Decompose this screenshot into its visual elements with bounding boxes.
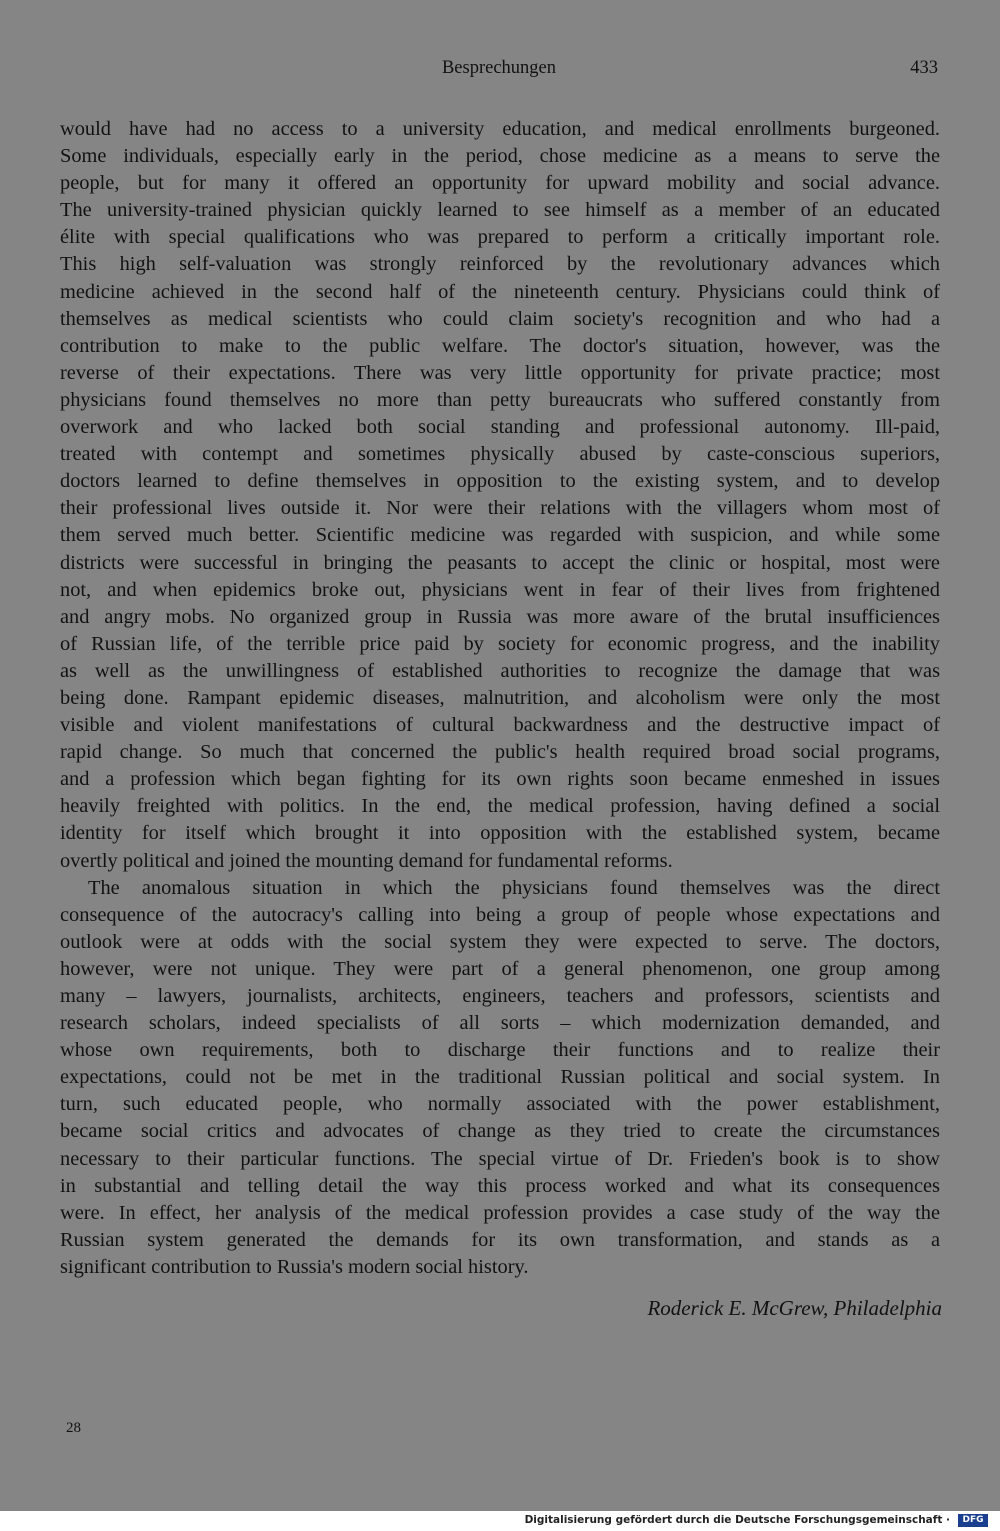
text-line: élite with special qualifications who was prepared to perform a critically important role. <box>60 226 940 249</box>
dfg-logo-icon: DFG <box>958 1514 988 1527</box>
text-line: reverse of their expectations. There was very little opportunity for private practice; most <box>60 361 940 384</box>
text-line: doctors learned to define themselves in opposition to the existing system, and to develop <box>60 470 940 493</box>
text-line: research scholars, indeed specialists of all sorts – which modernization demanded, and <box>60 1012 940 1035</box>
text-line: physicians found themselves no more than petty bureaucrats who suffered constantly from <box>60 388 940 411</box>
article-body <box>60 116 940 1281</box>
text-line: districts were successful in bringing the peasants to accept the clinic or hospital, most were <box>60 551 940 574</box>
text-line: necessary to their particular functions. The special virtue of Dr. Frieden's book is to show <box>60 1147 940 1170</box>
text-line: themselves as medical scientists who could claim society's recognition and who had a <box>60 307 940 330</box>
text-line: Russian system generated the demands for its own transformation, and stands as a <box>60 1228 940 1251</box>
text-line: The anomalous situation in which the physicians found themselves was the direct <box>88 876 940 899</box>
text-line: would have had no access to a university education, and medical enrollments burgeoned. <box>60 118 940 140</box>
text-line: and a profession which began fighting for its own rights soon became enmeshed in issues <box>60 768 940 791</box>
text-line: not, and when epidemics broke out, physicians went in fear of their lives from frightened <box>60 578 940 601</box>
text-line: heavily freighted with politics. In the end, the medical profession, having defined a social <box>60 795 940 818</box>
text-line: overtly political and joined the mounting demand for fundamental reforms. <box>60 849 673 872</box>
text-line: turn, such educated people, who normally associated with the power establishment, <box>60 1093 940 1116</box>
text-line: The university-trained physician quickly learned to see himself as a member of an educated <box>60 199 940 222</box>
running-title: Besprechungen <box>441 58 557 78</box>
text-line: contribution to make to the public welfare. The doctor's situation, however, was the <box>60 334 940 357</box>
text-line: of Russian life, of the terrible price paid by society for economic progress, and the inability <box>60 632 940 655</box>
text-line: significant contribution to Russia's modern social history. <box>60 1255 529 1278</box>
text-line: and angry mobs. No organized group in Russia was more aware of the brutal insufficiences <box>60 605 940 628</box>
paragraph-2 <box>60 875 940 1281</box>
digitization-note: Digitalisierung gefördert durch die Deutsche Forschungsgemeinschaft · <box>524 1514 950 1526</box>
text-line: medicine achieved in the second half of the nineteenth century. Physicians could think of <box>60 280 940 303</box>
text-line: whose own requirements, both to discharge their functions and to realize their <box>60 1039 940 1062</box>
text-line: as well as the unwillingness of established authorities to recognize the damage that was <box>60 659 940 682</box>
text-line: them served much better. Scientific medicine was regarded with suspicion, and while some <box>60 524 940 547</box>
text-line: overwork and who lacked both social standing and professional autonomy. Ill-paid, <box>60 416 940 439</box>
text-line: treated with contempt and sometimes physically abused by caste-conscious superiors, <box>60 443 940 466</box>
text-line: outlook were at odds with the social system they were expected to serve. The doctors, <box>60 930 940 953</box>
sheet-number: 28 <box>66 1420 81 1436</box>
text-line: their professional lives outside it. Nor were their relations with the villagers whom most of <box>60 497 940 520</box>
paragraph-1 <box>60 116 940 875</box>
text-line: expectations, could not be met in the traditional Russian political and social system. In <box>60 1066 940 1089</box>
text-line: Some individuals, especially early in the period, chose medicine as a means to serve the <box>60 145 940 168</box>
text-line: This high self-valuation was strongly reinforced by the revolutionary advances which <box>60 253 940 276</box>
text-line: however, were not unique. They were part of a general phenomenon, one group among <box>60 957 940 980</box>
text-line: consequence of the autocracy's calling into being a group of people whose expectations and <box>60 903 940 926</box>
text-line: became social critics and advocates of change as they tried to create the circumstances <box>60 1120 940 1143</box>
text-line: in substantial and telling detail the way this process worked and what its consequences <box>60 1174 940 1197</box>
text-line: visible and violent manifestations of cultural backwardness and the destructive impact of <box>60 714 940 737</box>
text-line: were. In effect, her analysis of the medical profession provides a case study of the way the <box>60 1201 940 1224</box>
digitization-footer <box>0 1511 1000 1531</box>
page-number: 433 <box>910 58 938 78</box>
review-signature: Roderick E. McGrew, Philadelphia <box>647 1296 942 1320</box>
running-head <box>60 58 938 86</box>
text-line: rapid change. So much that concerned the public's health required broad social programs, <box>60 741 940 764</box>
text-line: identity for itself which brought it into opposition with the established system, became <box>60 822 940 845</box>
text-line: people, but for many it offered an opportunity for upward mobility and social advance. <box>60 172 940 195</box>
text-line: many – lawyers, journalists, architects, engineers, teachers and professors, scientists and <box>60 985 940 1007</box>
text-line: being done. Rampant epidemic diseases, malnutrition, and alcoholism were only the most <box>60 686 940 709</box>
